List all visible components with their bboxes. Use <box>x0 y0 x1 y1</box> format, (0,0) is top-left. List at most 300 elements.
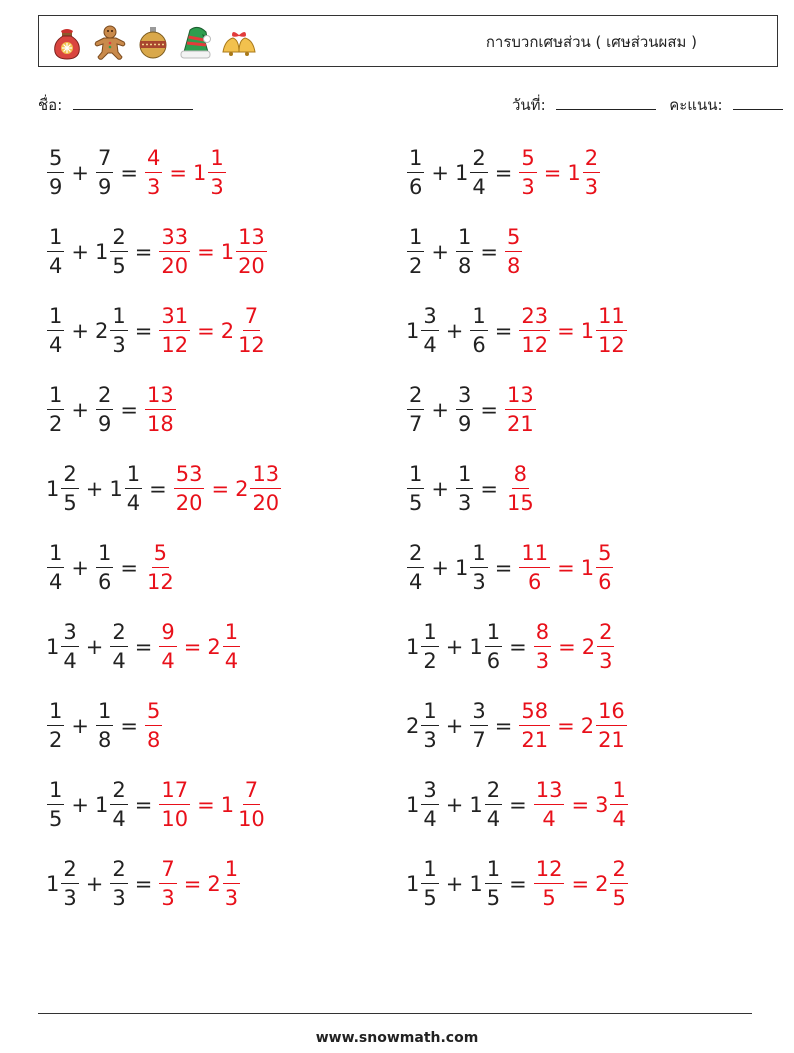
addend-b-numerator: 1 <box>125 464 142 489</box>
problem-1 <box>46 143 227 203</box>
addend-a-denominator: 5 <box>49 807 63 831</box>
answer-mixed-numerator: 2 <box>610 859 627 884</box>
answer-mixed-whole: 2 <box>580 714 595 738</box>
addend-a-numerator: 1 <box>47 701 64 726</box>
answer-mixed <box>595 780 629 830</box>
addend-a-fraction <box>407 385 424 435</box>
addend-a-whole: 1 <box>406 635 420 659</box>
equals-sign: = <box>120 556 138 580</box>
problem-8 <box>406 380 537 440</box>
answer-mixed <box>221 780 268 830</box>
answer-improper-numerator: 23 <box>519 306 550 331</box>
equals-sign: = <box>134 635 153 659</box>
addend-b-denominator: 6 <box>472 333 486 357</box>
plus-sign: + <box>431 161 449 185</box>
answer <box>518 543 614 593</box>
answer-improper <box>504 464 537 514</box>
addend-b <box>455 148 489 198</box>
name-field <box>38 93 193 117</box>
answer-equals-sign: = <box>558 635 576 659</box>
footer-divider <box>38 1013 752 1014</box>
addend-b <box>455 385 474 435</box>
addend-a <box>46 385 65 435</box>
answer-mixed-whole: 2 <box>207 872 221 896</box>
answer-improper <box>518 701 551 751</box>
addend-b <box>95 543 114 593</box>
answer-mixed-denominator: 20 <box>238 254 265 278</box>
answer-improper-denominator: 20 <box>161 254 189 278</box>
answer-equals-sign: = <box>183 635 202 659</box>
equals-sign: = <box>480 240 498 264</box>
addend-b-whole: 1 <box>94 240 109 264</box>
addend-a <box>46 464 80 514</box>
addend-b <box>455 543 489 593</box>
addend-b-numerator: 1 <box>485 859 502 884</box>
addend-a-numerator: 2 <box>407 543 424 568</box>
addend-b <box>95 385 114 435</box>
score-line <box>733 95 783 110</box>
plus-sign: + <box>445 714 464 738</box>
addend-a <box>406 385 425 435</box>
addend-a-denominator: 4 <box>49 570 63 594</box>
addend-b-fraction <box>456 227 473 277</box>
answer-mixed-numerator: 1 <box>610 780 627 805</box>
plus-sign: + <box>71 793 89 817</box>
answer-mixed-denominator: 3 <box>584 175 599 199</box>
name-label: ชื่อ: <box>38 96 63 114</box>
answer-improper <box>144 701 163 751</box>
answer-improper-denominator: 3 <box>521 175 535 199</box>
answer-improper-numerator: 33 <box>159 227 190 252</box>
addend-b <box>109 464 143 514</box>
addend-a-fraction <box>61 464 78 514</box>
answer-improper-denominator: 15 <box>506 491 534 515</box>
answer-mixed-fraction <box>596 543 613 593</box>
answer <box>504 227 523 277</box>
answer-improper-fraction <box>534 859 565 909</box>
addend-b-denominator: 9 <box>97 175 112 199</box>
answer-mixed-denominator: 12 <box>238 333 265 357</box>
addend-a-fraction <box>61 622 78 672</box>
answer-mixed-fraction <box>597 622 614 672</box>
addend-b-whole: 2 <box>94 319 109 343</box>
answer-mixed-whole: 1 <box>567 161 581 185</box>
answer-improper <box>533 859 566 909</box>
answer-improper-fraction <box>505 227 522 277</box>
answer-mixed-denominator: 6 <box>598 570 612 594</box>
addend-b-denominator: 4 <box>472 175 486 199</box>
addend-b-whole: 1 <box>469 793 483 817</box>
answer <box>158 622 241 672</box>
addend-a <box>406 306 440 356</box>
answer-mixed-numerator: 13 <box>250 464 281 489</box>
gift-sack-icon <box>47 22 87 62</box>
addend-b <box>95 780 129 830</box>
answer-mixed-denominator: 3 <box>599 649 613 673</box>
addend-a-fraction <box>407 464 424 514</box>
answer-improper <box>533 780 566 830</box>
answer-mixed <box>207 859 241 909</box>
addend-b-fraction <box>96 543 113 593</box>
addend-a <box>406 148 425 198</box>
answer-improper <box>158 780 191 830</box>
answer-improper <box>158 227 191 277</box>
addend-a-numerator: 3 <box>61 622 78 647</box>
addend-b-numerator: 1 <box>456 227 473 252</box>
addend-b-fraction <box>470 148 487 198</box>
problem-6 <box>406 301 628 361</box>
answer-mixed-numerator: 7 <box>243 306 260 331</box>
gingerbread-man-icon <box>90 22 130 62</box>
answer-improper-denominator: 21 <box>506 412 534 436</box>
answer-mixed <box>193 148 227 198</box>
addend-a-whole: 1 <box>46 872 60 896</box>
answer-improper-fraction <box>534 622 551 672</box>
answer-improper-numerator: 13 <box>505 385 536 410</box>
answer-improper-denominator: 20 <box>175 491 203 515</box>
answer-mixed <box>581 306 628 356</box>
answer-improper-fraction <box>159 306 190 356</box>
answer-improper-fraction <box>159 859 176 909</box>
addend-a-fraction <box>47 306 64 356</box>
answer-improper <box>173 464 206 514</box>
equals-sign: = <box>509 635 527 659</box>
answer-improper-fraction <box>159 622 176 672</box>
addend-a-numerator: 2 <box>61 859 78 884</box>
answer-improper <box>158 859 177 909</box>
equals-sign: = <box>134 793 153 817</box>
addend-b-denominator: 3 <box>112 333 126 357</box>
answer <box>173 464 282 514</box>
addend-a-denominator: 4 <box>423 333 437 357</box>
answer-mixed-whole: 2 <box>207 635 221 659</box>
answer-improper-fraction <box>174 464 205 514</box>
problem-4 <box>406 222 523 282</box>
answer-improper-denominator: 3 <box>146 175 161 199</box>
addend-b-fraction <box>456 464 473 514</box>
addend-b-denominator: 6 <box>486 649 501 673</box>
addend-b-fraction <box>96 385 113 435</box>
date-line <box>556 95 656 110</box>
answer-improper-fraction <box>145 385 176 435</box>
plus-sign: + <box>431 398 449 422</box>
answer-improper-numerator: 17 <box>159 780 190 805</box>
addend-a <box>46 780 65 830</box>
answer-mixed <box>582 622 616 672</box>
addend-b-whole: 1 <box>454 161 469 185</box>
answer-improper-fraction <box>159 227 190 277</box>
answer-mixed <box>207 622 241 672</box>
answer <box>158 227 267 277</box>
addend-b <box>469 306 488 356</box>
addend-b-fraction <box>125 464 142 514</box>
addend-b-whole: 1 <box>454 556 469 580</box>
answer-improper-fraction <box>159 780 190 830</box>
plus-sign: + <box>445 872 464 896</box>
addend-a-denominator: 4 <box>49 254 63 278</box>
answer-improper-numerator: 5 <box>505 227 522 252</box>
answer-improper-numerator: 12 <box>534 859 565 884</box>
problem-16 <box>406 696 628 756</box>
addend-a-numerator: 1 <box>421 622 438 647</box>
addend-b <box>95 701 114 751</box>
addend-a-fraction <box>47 543 64 593</box>
addend-a-fraction <box>47 780 64 830</box>
answer-mixed-numerator: 1 <box>208 148 225 173</box>
addend-b-denominator: 5 <box>112 254 126 278</box>
answer <box>144 148 227 198</box>
problem-17 <box>46 775 268 835</box>
addend-a-numerator: 2 <box>61 464 78 489</box>
equals-sign: = <box>120 398 138 422</box>
plus-sign: + <box>445 793 464 817</box>
answer <box>504 385 537 435</box>
addend-a-fraction <box>47 385 64 435</box>
addend-b-whole: 1 <box>94 793 109 817</box>
date-label: วันที่: <box>512 96 546 114</box>
addend-a-numerator: 1 <box>421 701 438 726</box>
answer-improper <box>144 543 177 593</box>
addend-a <box>46 148 65 198</box>
answer-mixed-fraction <box>223 622 240 672</box>
plus-sign: + <box>445 319 464 343</box>
addend-a-fraction <box>47 701 64 751</box>
answer <box>158 306 267 356</box>
answer-improper-numerator: 7 <box>159 859 176 884</box>
addend-b-denominator: 3 <box>112 886 126 910</box>
addend-b-fraction <box>470 306 487 356</box>
equals-sign: = <box>134 319 153 343</box>
answer-equals-sign: = <box>183 872 202 896</box>
addend-b-denominator: 8 <box>457 254 472 278</box>
addend-b-numerator: 2 <box>96 385 113 410</box>
plus-sign: + <box>85 872 104 896</box>
date-score-fields <box>512 93 783 117</box>
answer-mixed-denominator: 4 <box>224 649 239 673</box>
answer-improper-denominator: 5 <box>542 886 556 910</box>
addend-b-denominator: 3 <box>472 570 486 594</box>
addend-b-denominator: 4 <box>486 807 501 831</box>
addend-b-fraction <box>110 306 127 356</box>
answer-improper <box>144 148 163 198</box>
addend-a-numerator: 1 <box>421 859 438 884</box>
addend-a-numerator: 1 <box>407 464 424 489</box>
addend-a-whole: 1 <box>46 477 60 501</box>
score-label: คะแนน: <box>669 96 723 114</box>
answer-improper-numerator: 11 <box>519 543 550 568</box>
addend-a-whole: 1 <box>406 793 420 817</box>
answer-mixed-denominator: 3 <box>224 886 239 910</box>
addend-b-fraction <box>470 701 487 751</box>
problem-11 <box>46 538 177 598</box>
addend-b-denominator: 5 <box>486 886 501 910</box>
addend-a-fraction <box>421 701 438 751</box>
answer-mixed <box>581 543 615 593</box>
addend-a-fraction <box>61 859 78 909</box>
answer-improper-fraction <box>519 148 536 198</box>
answer-improper <box>144 385 177 435</box>
answer-equals-sign: = <box>571 793 590 817</box>
answer-improper <box>518 543 551 593</box>
answer-improper-numerator: 8 <box>512 464 529 489</box>
answer-mixed-whole: 1 <box>192 161 207 185</box>
addend-a <box>46 227 65 277</box>
answer-mixed-denominator: 3 <box>210 175 224 199</box>
plus-sign: + <box>71 161 89 185</box>
addend-a-fraction <box>421 859 438 909</box>
addend-b-denominator: 9 <box>97 412 112 436</box>
answer-equals-sign: = <box>197 319 215 343</box>
addend-a-denominator: 7 <box>409 412 423 436</box>
answer-improper-denominator: 18 <box>146 412 174 436</box>
answer-mixed-numerator: 7 <box>243 780 260 805</box>
addend-a-numerator: 2 <box>407 385 424 410</box>
addend-b-fraction <box>110 859 127 909</box>
addend-b-fraction <box>96 701 113 751</box>
footer-url: www.snowmath.com <box>315 1030 479 1046</box>
addend-b-denominator: 9 <box>457 412 472 436</box>
santa-hat-icon <box>176 22 216 62</box>
plus-sign: + <box>445 635 464 659</box>
answer-mixed-denominator: 21 <box>598 728 625 752</box>
answer-mixed-fraction <box>236 306 267 356</box>
addend-b-whole: 1 <box>109 477 123 501</box>
answer-mixed <box>221 306 268 356</box>
addend-b-fraction <box>110 227 127 277</box>
addend-a-fraction <box>407 543 424 593</box>
answer-improper-denominator: 21 <box>521 728 549 752</box>
addend-a <box>46 543 65 593</box>
addend-a-denominator: 4 <box>409 570 423 594</box>
addend-b-numerator: 1 <box>470 306 487 331</box>
answer-improper-denominator: 12 <box>161 333 189 357</box>
equals-sign: = <box>480 477 498 501</box>
answer-mixed-numerator: 1 <box>223 622 240 647</box>
answer-improper-fraction <box>145 701 162 751</box>
addend-b-denominator: 3 <box>457 491 472 515</box>
answer-improper-numerator: 58 <box>519 701 550 726</box>
plus-sign: + <box>85 477 104 501</box>
addend-a-numerator: 3 <box>421 780 438 805</box>
addend-b-denominator: 4 <box>126 491 141 515</box>
worksheet-title: การบวกเศษส่วน ( เศษส่วนผสม ) <box>485 33 697 51</box>
addend-b-numerator: 3 <box>456 385 473 410</box>
addend-b <box>469 622 503 672</box>
answer-improper-denominator: 6 <box>528 570 542 594</box>
addend-b-numerator: 1 <box>110 306 127 331</box>
christmas-bells-icon <box>219 22 259 62</box>
equals-sign: = <box>494 556 513 580</box>
answer-mixed-numerator: 2 <box>583 148 600 173</box>
answer-equals-sign: = <box>543 161 562 185</box>
addend-a <box>46 859 80 909</box>
addend-b-numerator: 1 <box>96 543 113 568</box>
answer-equals-sign: = <box>571 872 590 896</box>
answer-improper-numerator: 5 <box>152 543 169 568</box>
addend-b <box>109 859 128 909</box>
addend-a-denominator: 2 <box>423 649 437 673</box>
answer <box>144 385 177 435</box>
addend-a-denominator: 4 <box>423 807 437 831</box>
equals-sign: = <box>149 477 167 501</box>
problem-10 <box>406 459 537 519</box>
addend-a-numerator: 1 <box>407 148 424 173</box>
problem-12 <box>406 538 614 598</box>
answer-mixed-fraction <box>236 780 267 830</box>
addend-b <box>95 227 129 277</box>
addend-b-fraction <box>485 622 502 672</box>
christmas-ornament-icon <box>133 22 173 62</box>
addend-a-denominator: 5 <box>423 886 437 910</box>
answer-improper-denominator: 10 <box>161 807 189 831</box>
addend-a-fraction <box>421 622 438 672</box>
answer-improper-numerator: 5 <box>519 148 536 173</box>
addend-a-denominator: 9 <box>49 175 63 199</box>
answer <box>518 148 601 198</box>
name-line <box>73 95 193 110</box>
plus-sign: + <box>431 240 449 264</box>
icon-strip <box>47 22 259 62</box>
addend-b-numerator: 1 <box>485 622 502 647</box>
answer-mixed-denominator: 10 <box>238 807 265 831</box>
answer-mixed <box>595 859 629 909</box>
answer-mixed-numerator: 13 <box>236 227 267 252</box>
addend-b-numerator: 2 <box>485 780 502 805</box>
equals-sign: = <box>509 872 527 896</box>
addend-a <box>406 464 425 514</box>
answer-mixed-fraction <box>236 227 267 277</box>
addend-b-fraction <box>456 385 473 435</box>
answer-mixed-fraction <box>583 148 600 198</box>
addend-b-denominator: 4 <box>112 649 126 673</box>
answer-improper-denominator: 12 <box>521 333 549 357</box>
plus-sign: + <box>71 319 89 343</box>
equals-sign: = <box>120 161 138 185</box>
equals-sign: = <box>494 319 513 343</box>
problem-18 <box>406 775 629 835</box>
equals-sign: = <box>120 714 138 738</box>
answer-mixed-whole: 3 <box>595 793 609 817</box>
answer-mixed-fraction <box>250 464 281 514</box>
addend-a-numerator: 1 <box>407 227 424 252</box>
answer <box>518 701 627 751</box>
addend-a-denominator: 3 <box>63 886 77 910</box>
plus-sign: + <box>71 714 89 738</box>
addend-a <box>406 859 440 909</box>
addend-a-denominator: 6 <box>409 175 423 199</box>
answer <box>533 859 629 909</box>
addend-a-numerator: 1 <box>47 306 64 331</box>
answer-mixed-fraction <box>596 701 627 751</box>
addend-a-denominator: 3 <box>423 728 437 752</box>
addend-b-fraction <box>470 543 487 593</box>
addend-b-denominator: 7 <box>472 728 486 752</box>
addend-a-numerator: 1 <box>47 385 64 410</box>
addend-a <box>46 306 65 356</box>
answer-mixed-whole: 1 <box>220 793 235 817</box>
answer-mixed-numerator: 1 <box>223 859 240 884</box>
answer-equals-sign: = <box>557 714 575 738</box>
answer-improper-numerator: 5 <box>145 701 162 726</box>
equals-sign: = <box>134 872 153 896</box>
plus-sign: + <box>85 635 104 659</box>
addend-a <box>406 701 440 751</box>
answer-mixed-fraction <box>596 306 627 356</box>
addend-b-fraction <box>110 780 127 830</box>
addend-a-numerator: 5 <box>47 148 64 173</box>
addend-a <box>406 227 425 277</box>
equals-sign: = <box>494 161 513 185</box>
